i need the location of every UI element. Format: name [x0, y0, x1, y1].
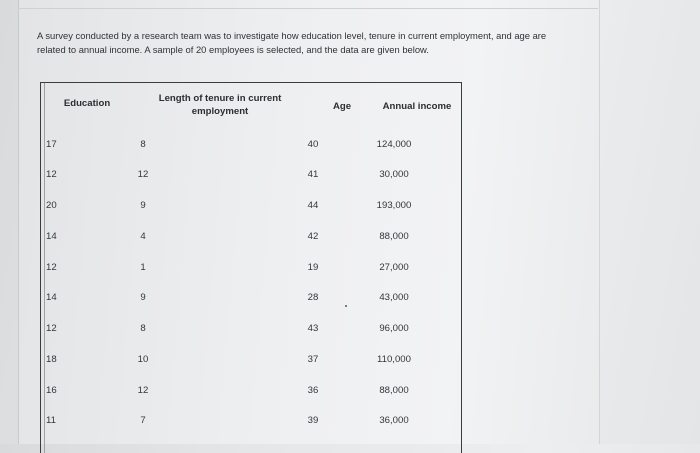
cell-income: 124,000: [376, 139, 412, 150]
cell-tenure: 7: [140, 415, 146, 426]
cell-education: 11: [46, 415, 56, 426]
cell-income: 27,000: [379, 262, 409, 273]
header-income: Annual income: [382, 101, 452, 112]
page-top-rule: [18, 8, 598, 9]
cell-education: 12: [46, 169, 57, 180]
cell-income: 30,000: [379, 169, 409, 180]
cell-tenure: 9: [140, 200, 146, 211]
problem-intro: A survey conducted by a research team was to investigate how education level, tenure in current employment, and age are related to annual income. A sample of 20 employees is selected, and the data are given below.: [37, 30, 547, 55]
cell-education: 20: [46, 200, 57, 211]
cell-education: 12: [46, 323, 57, 334]
cell-education: 12: [46, 262, 57, 273]
table-left-edge: [44, 83, 45, 453]
cell-age: 39: [307, 415, 319, 426]
cell-income: 96,000: [379, 323, 409, 334]
header-age: Age: [332, 101, 352, 112]
cell-age: 37: [307, 354, 319, 365]
cell-tenure: 12: [137, 385, 149, 396]
cell-income: 88,000: [379, 385, 409, 396]
cell-age: 41: [307, 169, 319, 180]
cell-tenure: 1: [140, 262, 146, 273]
cell-tenure: 10: [137, 354, 149, 365]
cell-age: 28: [307, 292, 319, 303]
cell-education: 14: [46, 231, 57, 242]
cell-income: 110,000: [377, 354, 411, 365]
cell-income: 193,000: [376, 200, 412, 211]
cell-education: 18: [46, 354, 57, 365]
cell-age: 19: [307, 262, 319, 273]
cell-age: 42: [307, 231, 319, 242]
cell-tenure: 8: [140, 323, 146, 334]
cell-income: 36,000: [379, 415, 409, 426]
cell-education: 17: [46, 139, 57, 150]
cell-tenure: 12: [137, 169, 149, 180]
cell-age: 40: [307, 139, 319, 150]
cell-income: 88,000: [379, 231, 409, 242]
header-tenure: Length of tenure in current employment: [158, 93, 282, 117]
header-education: Education: [63, 98, 111, 109]
cell-income: 43,000: [379, 292, 409, 303]
cell-tenure: 9: [140, 292, 146, 303]
cell-education: 16: [46, 385, 57, 396]
cell-tenure: 8: [140, 139, 146, 150]
cell-age: 36: [307, 385, 319, 396]
cell-education: 14: [46, 292, 57, 303]
cell-age: 43: [307, 323, 319, 334]
cell-age: 44: [307, 200, 319, 211]
cell-tenure: 4: [140, 231, 146, 242]
ink-speck: [345, 305, 347, 307]
